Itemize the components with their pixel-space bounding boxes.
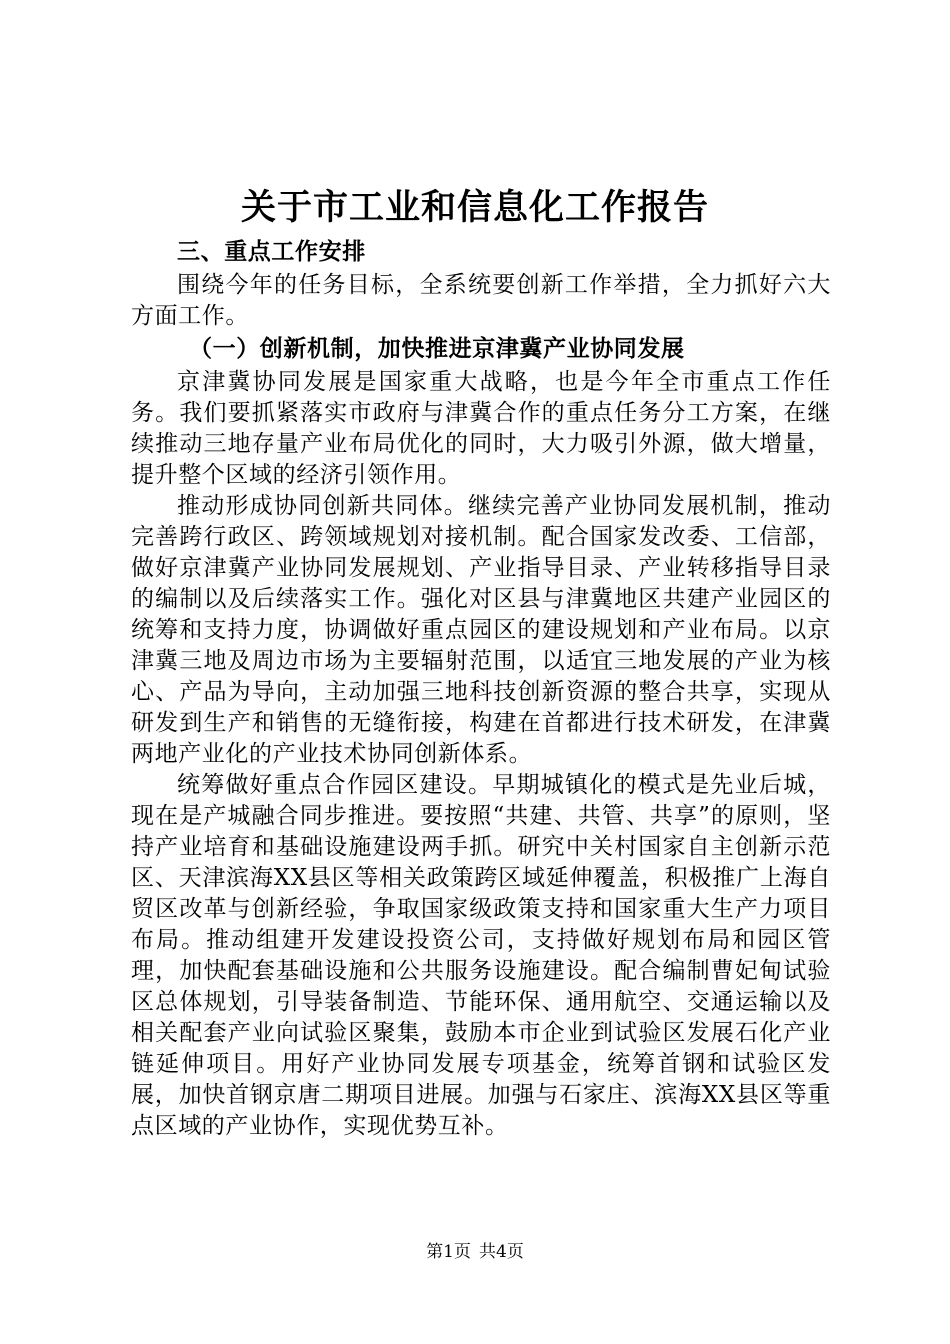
body-paragraph: 京津冀协同发展是国家重大战略，也是今年全市重点工作任务。我们要抓紧落实市政府与津冀合作的重点任务分工方案，在继续推动三地存量产业布局优化的同时，大力吸引外源，做大增量，提升整个区域的经济引领作用。 — [131, 369, 831, 488]
page-number: 第1页 — [426, 1242, 471, 1262]
document-body — [131, 235, 831, 1142]
document-title: 关于市工业和信息化工作报告 — [240, 188, 709, 228]
section-heading: 三、重点工作安排 — [177, 239, 366, 265]
intro-paragraph: 围绕今年的任务目标，全系统要创新工作举措，全力抓好六大方面工作。 — [131, 272, 831, 329]
page-footer — [0, 1240, 950, 1264]
body-paragraph: 统筹做好重点合作园区建设。早期城镇化的模式是先业后城，现在是产城融合同步推进。要按照“共建、共管、共享”的原则，坚持产业培育和基础设施建设两手抓。研究中关村国家自主创新示范区、天津滨海XX县区等相关政策跨区域延伸覆盖，积极推广上海自贸区改革与创新经验，争取国家级政策支持和国家重大生产力项目布局。推动组建开发建设投资公司，支持做好规划布局和园区管理，加快配套基础设施和公共服务设施建设。配合编制曹妃甸试验区总体规划，引导装备制造、节能环保、通用航空、交通运输以及相关配套产业向试验区聚集，鼓励本市企业到试验区发展石化产业链延伸项目。用好产业协同发展专项基金，统筹首钢和试验区发展，加快首钢京唐二期项目进展。加强与石家庄、滨海XX县区等重点区域的产业协作，实现优势互补。 — [131, 772, 831, 1139]
body-paragraph: 推动形成协同创新共同体。继续完善产业协同发展机制，推动完善跨行政区、跨领域规划对接机制。配合国家发改委、工信部，做好京津冀产业协同发展规划、产业指导目录、产业转移指导目录的编制以及后续落实工作。强化对区县与津冀地区共建产业园区的统筹和支持力度，协调做好重点园区的建设规划和产业布局。以京津冀三地及周边市场为主要辐射范围，以适宜三地发展的产业为核心、产品为导向，主动加强三地科技创新资源的整合共享，实现从研发到生产和销售的无缝衔接，构建在首都进行技术研发，在津冀两地产业化的产业技术协同创新体系。 — [131, 493, 831, 767]
subsection-heading: （一）创新机制，加快推进京津冀产业协同发展 — [189, 336, 685, 362]
page-total: 共4页 — [479, 1242, 524, 1262]
